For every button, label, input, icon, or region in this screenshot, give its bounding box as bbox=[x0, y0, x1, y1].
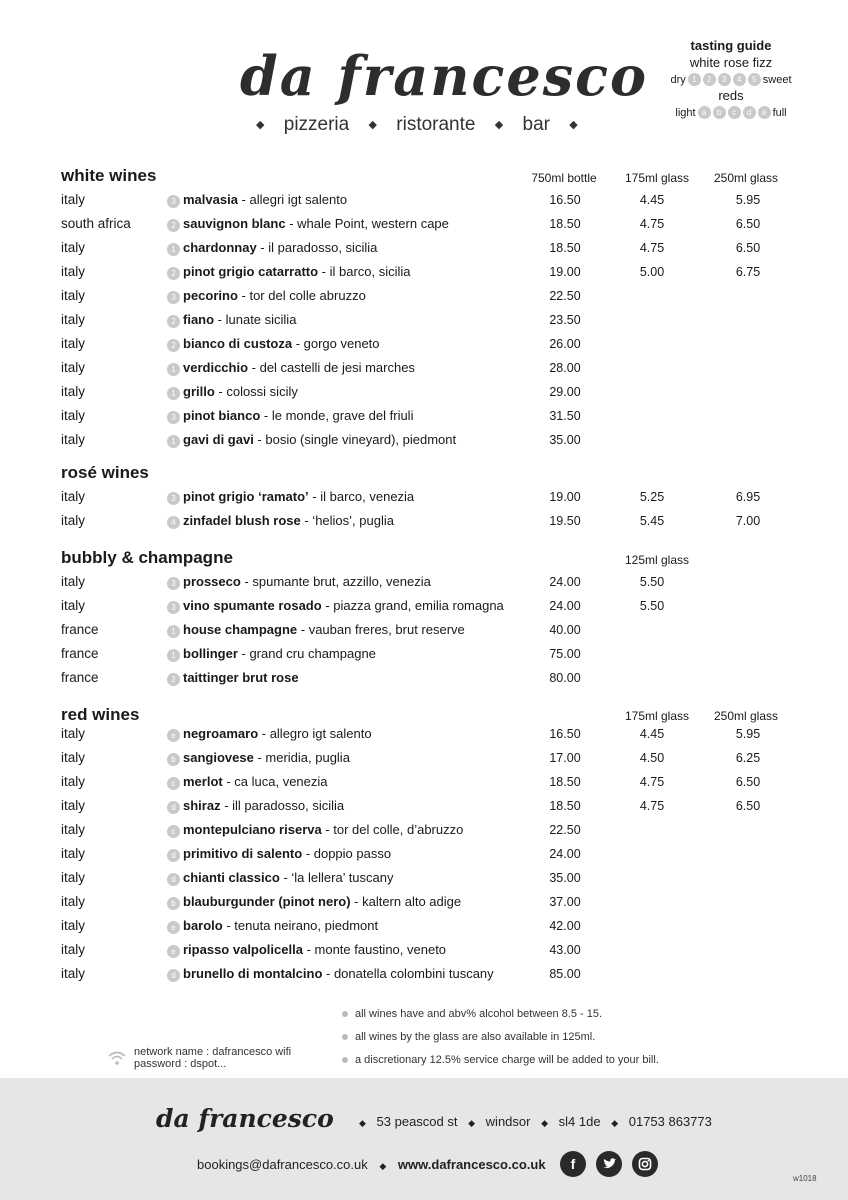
address-town: windsor bbox=[485, 1114, 531, 1129]
taste-badge-icon: b bbox=[167, 897, 180, 910]
taste-badge-icon: 1 bbox=[167, 649, 180, 662]
address-street: 53 peascod st bbox=[376, 1114, 458, 1129]
price-glass-2: 6.25 bbox=[735, 751, 761, 765]
wine-country: italy bbox=[61, 598, 86, 613]
column-header-175-red: 175ml glass bbox=[624, 709, 690, 723]
footer bbox=[0, 1078, 848, 1200]
note-item bbox=[342, 1031, 659, 1043]
diamond-icon: ◆ bbox=[368, 119, 377, 132]
wine-country: italy bbox=[61, 336, 86, 351]
twitter-icon[interactable] bbox=[596, 1151, 622, 1177]
wine-name bbox=[183, 598, 504, 613]
wine-country: italy bbox=[61, 870, 86, 885]
note-item bbox=[342, 1054, 659, 1066]
wine-title: gavi di gavi bbox=[183, 432, 254, 447]
wifi-network: network name : dafrancesco wifi bbox=[134, 1046, 292, 1058]
wine-title: chardonnay bbox=[183, 240, 257, 255]
wine-country: italy bbox=[61, 918, 86, 933]
wine-description: - allegro igt salento bbox=[258, 726, 372, 741]
tagline-item: pizzeria bbox=[283, 114, 350, 135]
price-glass-2: 6.50 bbox=[735, 241, 761, 255]
price-bottle: 19.50 bbox=[549, 514, 581, 528]
instagram-glyph-icon bbox=[632, 1151, 658, 1177]
scale-dot: 3 bbox=[718, 73, 731, 86]
price-glass-1: 5.50 bbox=[639, 599, 665, 613]
red-scale-right: full bbox=[772, 106, 787, 119]
price-bottle: 19.00 bbox=[549, 265, 581, 279]
wine-description: - vauban freres, brut reserve bbox=[297, 622, 465, 637]
wine-description: - ‘la lellera’ tuscany bbox=[279, 870, 394, 885]
wine-title: pinot bianco bbox=[183, 408, 261, 423]
scale-dot: 5 bbox=[748, 73, 761, 86]
bullet-icon bbox=[342, 1011, 348, 1017]
wine-name bbox=[183, 336, 380, 351]
wine-row bbox=[0, 192, 848, 214]
price-glass-2: 6.75 bbox=[735, 265, 761, 279]
wine-country: italy bbox=[61, 288, 86, 303]
price-bottle: 35.00 bbox=[549, 871, 581, 885]
wine-row bbox=[0, 574, 848, 596]
wine-description: - lunate sicilia bbox=[214, 312, 297, 327]
wine-country: italy bbox=[61, 192, 86, 207]
contact bbox=[197, 1157, 546, 1172]
wine-country: italy bbox=[61, 894, 86, 909]
wine-description: - donatella colombini tuscany bbox=[322, 966, 494, 981]
price-glass-1: 4.75 bbox=[639, 241, 665, 255]
wine-country: italy bbox=[61, 384, 86, 399]
note-item bbox=[342, 1008, 659, 1020]
section-title-bubbly: bubbly & champagne bbox=[61, 548, 233, 567]
tagline-item: ristorante bbox=[396, 114, 476, 135]
price-bottle: 16.50 bbox=[549, 727, 581, 741]
wine-name bbox=[183, 384, 298, 399]
price-bottle: 19.00 bbox=[549, 490, 581, 504]
diamond-icon: ◆ bbox=[359, 1118, 366, 1128]
diamond-icon: ◆ bbox=[468, 1118, 476, 1128]
wine-country: france bbox=[61, 646, 99, 661]
wine-country: italy bbox=[61, 408, 86, 423]
wifi-info bbox=[108, 1046, 291, 1070]
wine-row bbox=[0, 312, 848, 334]
price-bottle: 22.50 bbox=[549, 823, 581, 837]
taste-badge-icon: c bbox=[167, 777, 180, 790]
wine-title: pinot grigio catarratto bbox=[183, 264, 319, 279]
tagline bbox=[242, 114, 592, 136]
wine-row bbox=[0, 240, 848, 262]
bullet-icon bbox=[342, 1034, 348, 1040]
wine-title: sauvignon blanc bbox=[183, 216, 286, 231]
taste-badge-icon: 4 bbox=[167, 516, 180, 529]
wine-country: italy bbox=[61, 513, 86, 528]
wine-description: - grand cru champagne bbox=[237, 646, 376, 661]
wine-title: sangiovese bbox=[183, 750, 254, 765]
notes bbox=[342, 1008, 659, 1077]
wine-country: italy bbox=[61, 489, 86, 504]
taste-badge-icon: 3 bbox=[167, 577, 180, 590]
wine-row bbox=[0, 489, 848, 511]
wine-name bbox=[183, 846, 391, 861]
wine-row bbox=[0, 670, 848, 692]
wine-description: - gorgo veneto bbox=[292, 336, 380, 351]
column-header-175: 175ml glass bbox=[624, 171, 690, 185]
column-header-250-red: 250ml glass bbox=[713, 709, 779, 723]
price-bottle: 18.50 bbox=[549, 217, 581, 231]
price-glass-2: 6.50 bbox=[735, 217, 761, 231]
wine-name bbox=[183, 192, 347, 207]
wine-row bbox=[0, 622, 848, 644]
wine-row bbox=[0, 336, 848, 358]
diamond-icon: ◆ bbox=[494, 119, 504, 132]
price-bottle: 24.00 bbox=[549, 599, 581, 613]
wine-description: - il barco, venezia bbox=[308, 489, 415, 504]
wine-row bbox=[0, 750, 848, 772]
wine-row bbox=[0, 646, 848, 668]
wine-description: - allegri igt salento bbox=[237, 192, 348, 207]
scale-dot: c bbox=[728, 106, 741, 119]
diamond-icon: ◆ bbox=[541, 1118, 549, 1128]
wine-description: - del castelli de jesi marches bbox=[248, 360, 415, 375]
wine-country: italy bbox=[61, 726, 86, 741]
wine-title: bollinger bbox=[183, 646, 238, 661]
wine-row bbox=[0, 822, 848, 844]
price-glass-1: 4.75 bbox=[639, 775, 665, 789]
taste-badge-icon: e bbox=[167, 945, 180, 958]
facebook-icon[interactable]: f bbox=[560, 1151, 586, 1177]
wine-title: shiraz bbox=[183, 798, 221, 813]
diamond-icon: ◆ bbox=[256, 119, 265, 132]
wine-name bbox=[183, 489, 414, 504]
scale-dot: a bbox=[698, 106, 711, 119]
tasting-guide bbox=[640, 38, 822, 119]
price-glass-1: 5.45 bbox=[639, 514, 665, 528]
bullet-icon bbox=[342, 1057, 348, 1063]
wine-title: barolo bbox=[183, 918, 223, 933]
price-glass-2: 6.50 bbox=[735, 799, 761, 813]
wine-description: - doppio passo bbox=[302, 846, 392, 861]
wine-title: pecorino bbox=[183, 288, 238, 303]
price-bottle: 75.00 bbox=[549, 647, 581, 661]
taste-badge-icon: b bbox=[167, 753, 180, 766]
wine-title: vino spumante rosado bbox=[183, 598, 322, 613]
wine-row bbox=[0, 966, 848, 988]
price-bottle: 23.50 bbox=[549, 313, 581, 327]
wine-title: brunello di montalcino bbox=[183, 966, 323, 981]
price-bottle: 35.00 bbox=[549, 433, 581, 447]
diamond-icon: ◆ bbox=[611, 1118, 619, 1128]
section-title-white: white wines bbox=[61, 166, 157, 185]
price-bottle: 85.00 bbox=[549, 967, 581, 981]
wine-title: ripasso valpolicella bbox=[183, 942, 303, 957]
wine-title: montepulciano riserva bbox=[183, 822, 322, 837]
white-scale-left: dry bbox=[670, 73, 686, 86]
price-bottle: 24.00 bbox=[549, 575, 581, 589]
taste-badge-icon: 1 bbox=[167, 387, 180, 400]
wine-row bbox=[0, 894, 848, 916]
wine-name bbox=[183, 646, 376, 661]
wine-name bbox=[183, 240, 377, 255]
taste-badge-icon: d bbox=[167, 969, 180, 982]
taste-badge-icon: 3 bbox=[167, 601, 180, 614]
twitter-bird-icon bbox=[596, 1151, 622, 1177]
email-link[interactable]: bookings@dafrancesco.co.uk bbox=[197, 1157, 368, 1172]
wine-country: italy bbox=[61, 432, 86, 447]
wine-row bbox=[0, 288, 848, 310]
note-text: all wines have and abv% alcohol between 8.5 - 15. bbox=[355, 1008, 603, 1020]
wine-country: italy bbox=[61, 846, 86, 861]
price-bottle: 26.00 bbox=[549, 337, 581, 351]
wine-name bbox=[183, 432, 456, 447]
wine-name bbox=[183, 894, 461, 909]
wine-row bbox=[0, 726, 848, 748]
wine-name bbox=[183, 216, 449, 231]
price-bottle: 18.50 bbox=[549, 241, 581, 255]
footer-logo: da francesco bbox=[156, 1104, 334, 1133]
price-glass-2: 6.50 bbox=[735, 775, 761, 789]
taste-badge-icon: d bbox=[167, 873, 180, 886]
wine-title: bianco di custoza bbox=[183, 336, 293, 351]
wine-title: fiano bbox=[183, 312, 215, 327]
scale-dot: 4 bbox=[733, 73, 746, 86]
wine-title: prosseco bbox=[183, 574, 241, 589]
section-title-red: red wines bbox=[61, 705, 140, 724]
price-glass-1: 4.45 bbox=[639, 727, 665, 741]
taste-badge-icon: 3 bbox=[167, 291, 180, 304]
wine-country: italy bbox=[61, 312, 86, 327]
wine-country: italy bbox=[61, 774, 86, 789]
document-code: w1018 bbox=[793, 1174, 817, 1183]
column-header-250: 250ml glass bbox=[713, 171, 779, 185]
scale-dot: 1 bbox=[688, 73, 701, 86]
white-scale-right: sweet bbox=[762, 73, 792, 86]
wine-row bbox=[0, 798, 848, 820]
wine-row bbox=[0, 408, 848, 430]
wine-name bbox=[183, 774, 328, 789]
wine-country: italy bbox=[61, 750, 86, 765]
price-bottle: 17.00 bbox=[549, 751, 581, 765]
taste-badge-icon: 1 bbox=[167, 243, 180, 256]
price-bottle: 18.50 bbox=[549, 775, 581, 789]
wine-title: pinot grigio ‘ramato’ bbox=[183, 489, 309, 504]
wine-row bbox=[0, 598, 848, 620]
column-header-125: 125ml glass bbox=[624, 553, 690, 567]
wine-name bbox=[183, 942, 446, 957]
wine-name bbox=[183, 918, 378, 933]
price-glass-1: 4.75 bbox=[639, 799, 665, 813]
taste-badge-icon: 3 bbox=[167, 492, 180, 505]
taste-badge-icon: 2 bbox=[167, 339, 180, 352]
wine-name bbox=[183, 822, 463, 837]
wine-name bbox=[183, 798, 344, 813]
wifi-password: password : dspot... bbox=[134, 1058, 227, 1070]
wine-description: - kaltern alto adige bbox=[350, 894, 462, 909]
wifi-icon bbox=[108, 1050, 126, 1066]
address-postcode: sl4 1de bbox=[558, 1114, 601, 1129]
price-glass-1: 4.75 bbox=[639, 217, 665, 231]
wine-row bbox=[0, 264, 848, 286]
wine-country: italy bbox=[61, 360, 86, 375]
wine-description: - ca luca, venezia bbox=[222, 774, 328, 789]
wine-description: - ill paradosso, sicilia bbox=[220, 798, 345, 813]
wine-row bbox=[0, 216, 848, 238]
wine-country: france bbox=[61, 670, 99, 685]
price-glass-1: 5.25 bbox=[639, 490, 665, 504]
price-bottle: 31.50 bbox=[549, 409, 581, 423]
wine-description: - il barco, sicilia bbox=[318, 264, 411, 279]
wine-description: - le monde, grave del friuli bbox=[260, 408, 414, 423]
wine-row bbox=[0, 774, 848, 796]
price-glass-1: 5.00 bbox=[639, 265, 665, 279]
tagline-item: bar bbox=[522, 114, 550, 135]
wine-country: italy bbox=[61, 240, 86, 255]
wine-country: italy bbox=[61, 264, 86, 279]
wine-title: verdicchio bbox=[183, 360, 249, 375]
wine-description: - piazza grand, emilia romagna bbox=[321, 598, 504, 613]
price-bottle: 22.50 bbox=[549, 289, 581, 303]
taste-badge-icon: 3 bbox=[167, 411, 180, 424]
wine-name bbox=[183, 574, 431, 589]
taste-badge-icon: 2 bbox=[167, 673, 180, 686]
red-scale bbox=[640, 106, 822, 119]
wine-name bbox=[183, 513, 394, 528]
red-scale-left: light bbox=[675, 106, 696, 119]
taste-badge-icon: c bbox=[167, 825, 180, 838]
wine-description: - tenuta neirano, piedmont bbox=[222, 918, 379, 933]
taste-badge-icon: 2 bbox=[167, 219, 180, 232]
price-bottle: 18.50 bbox=[549, 799, 581, 813]
taste-badge-icon: e bbox=[167, 729, 180, 742]
tasting-guide-title: tasting guide bbox=[690, 38, 772, 53]
price-bottle: 37.00 bbox=[549, 895, 581, 909]
wine-row bbox=[0, 942, 848, 964]
wine-description: - bosio (single vineyard), piedmont bbox=[253, 432, 457, 447]
wine-row bbox=[0, 918, 848, 940]
wine-row bbox=[0, 384, 848, 406]
wine-description: - meridia, puglia bbox=[253, 750, 350, 765]
price-glass-2: 7.00 bbox=[735, 514, 761, 528]
note-text: all wines by the glass are also available in 125ml. bbox=[355, 1031, 596, 1043]
wine-title: malvasia bbox=[183, 192, 238, 207]
wine-country: italy bbox=[61, 966, 86, 981]
wine-description: - ‘helios’, puglia bbox=[300, 513, 394, 528]
taste-badge-icon: 1 bbox=[167, 435, 180, 448]
white-scale bbox=[640, 73, 822, 86]
price-bottle: 80.00 bbox=[549, 671, 581, 685]
wine-title: chianti classico bbox=[183, 870, 280, 885]
wine-title: taittinger brut rose bbox=[183, 670, 299, 685]
column-header-bottle: 750ml bottle bbox=[531, 171, 597, 185]
wine-name bbox=[183, 408, 413, 423]
red-scale-label: reds bbox=[718, 88, 744, 103]
wine-description: - tor del colle abruzzo bbox=[237, 288, 366, 303]
website-link[interactable]: www.dafrancesco.co.uk bbox=[397, 1157, 546, 1172]
wine-name bbox=[183, 870, 394, 885]
wine-name bbox=[183, 288, 366, 303]
price-glass-1: 4.50 bbox=[639, 751, 665, 765]
phone-number[interactable]: 01753 863773 bbox=[628, 1114, 712, 1129]
scale-dot: d bbox=[743, 106, 756, 119]
address bbox=[352, 1114, 712, 1129]
wine-row bbox=[0, 360, 848, 382]
price-bottle: 16.50 bbox=[549, 193, 581, 207]
taste-badge-icon: d bbox=[167, 801, 180, 814]
wine-name bbox=[183, 726, 372, 741]
price-bottle: 24.00 bbox=[549, 847, 581, 861]
wine-country: italy bbox=[61, 798, 86, 813]
wine-country: south africa bbox=[61, 216, 131, 231]
wine-title: merlot bbox=[183, 774, 223, 789]
wine-name bbox=[183, 360, 415, 375]
price-glass-2: 5.95 bbox=[735, 727, 761, 741]
brand-logo: da francesco bbox=[240, 44, 649, 108]
wine-description: - il paradosso, sicilia bbox=[256, 240, 378, 255]
note-text: a discretionary 12.5% service charge will be added to your bill. bbox=[355, 1054, 659, 1066]
scale-dot: 2 bbox=[703, 73, 716, 86]
price-bottle: 29.00 bbox=[549, 385, 581, 399]
wine-country: italy bbox=[61, 574, 86, 589]
wine-row bbox=[0, 846, 848, 868]
wine-description: - spumante brut, azzillo, venezia bbox=[240, 574, 431, 589]
wine-row bbox=[0, 513, 848, 535]
wine-title: zinfadel blush rose bbox=[183, 513, 301, 528]
instagram-icon[interactable] bbox=[632, 1151, 658, 1177]
taste-badge-icon: e bbox=[167, 921, 180, 934]
price-glass-1: 5.50 bbox=[639, 575, 665, 589]
taste-badge-icon: d bbox=[167, 849, 180, 862]
price-bottle: 42.00 bbox=[549, 919, 581, 933]
wine-title: primitivo di salento bbox=[183, 846, 303, 861]
wine-title: negroamaro bbox=[183, 726, 259, 741]
white-scale-label: white rose fizz bbox=[689, 55, 773, 70]
wine-country: france bbox=[61, 622, 99, 637]
price-glass-2: 5.95 bbox=[735, 193, 761, 207]
wine-name bbox=[183, 312, 296, 327]
wine-description: - whale Point, western cape bbox=[285, 216, 449, 231]
scale-dot: e bbox=[758, 106, 771, 119]
taste-badge-icon: 1 bbox=[167, 363, 180, 376]
wine-title: house champagne bbox=[183, 622, 298, 637]
price-bottle: 28.00 bbox=[549, 361, 581, 375]
diamond-icon: ◆ bbox=[379, 1161, 387, 1171]
wine-country: italy bbox=[61, 942, 86, 957]
price-glass-2: 6.95 bbox=[735, 490, 761, 504]
diamond-icon: ◆ bbox=[569, 119, 578, 132]
taste-badge-icon: 2 bbox=[167, 267, 180, 280]
wine-row bbox=[0, 432, 848, 454]
wine-description: - tor del colle, d’abruzzo bbox=[321, 822, 464, 837]
taste-badge-icon: 2 bbox=[167, 315, 180, 328]
section-title-rose: rosé wines bbox=[61, 463, 149, 482]
wine-title: grillo bbox=[183, 384, 215, 399]
wine-name bbox=[183, 750, 350, 765]
wine-name bbox=[183, 264, 411, 279]
price-glass-1: 4.45 bbox=[639, 193, 665, 207]
wine-title: blauburgunder (pinot nero) bbox=[183, 894, 351, 909]
taste-badge-icon: 1 bbox=[167, 625, 180, 638]
taste-badge-icon: 3 bbox=[167, 195, 180, 208]
scale-dot: b bbox=[713, 106, 726, 119]
wine-description: - monte faustino, veneto bbox=[302, 942, 447, 957]
wine-country: italy bbox=[61, 822, 86, 837]
wine-description: - colossi sicily bbox=[214, 384, 298, 399]
wine-row bbox=[0, 870, 848, 892]
price-bottle: 40.00 bbox=[549, 623, 581, 637]
wine-name bbox=[183, 622, 465, 637]
price-bottle: 43.00 bbox=[549, 943, 581, 957]
wine-name bbox=[183, 670, 299, 685]
wine-name bbox=[183, 966, 494, 981]
